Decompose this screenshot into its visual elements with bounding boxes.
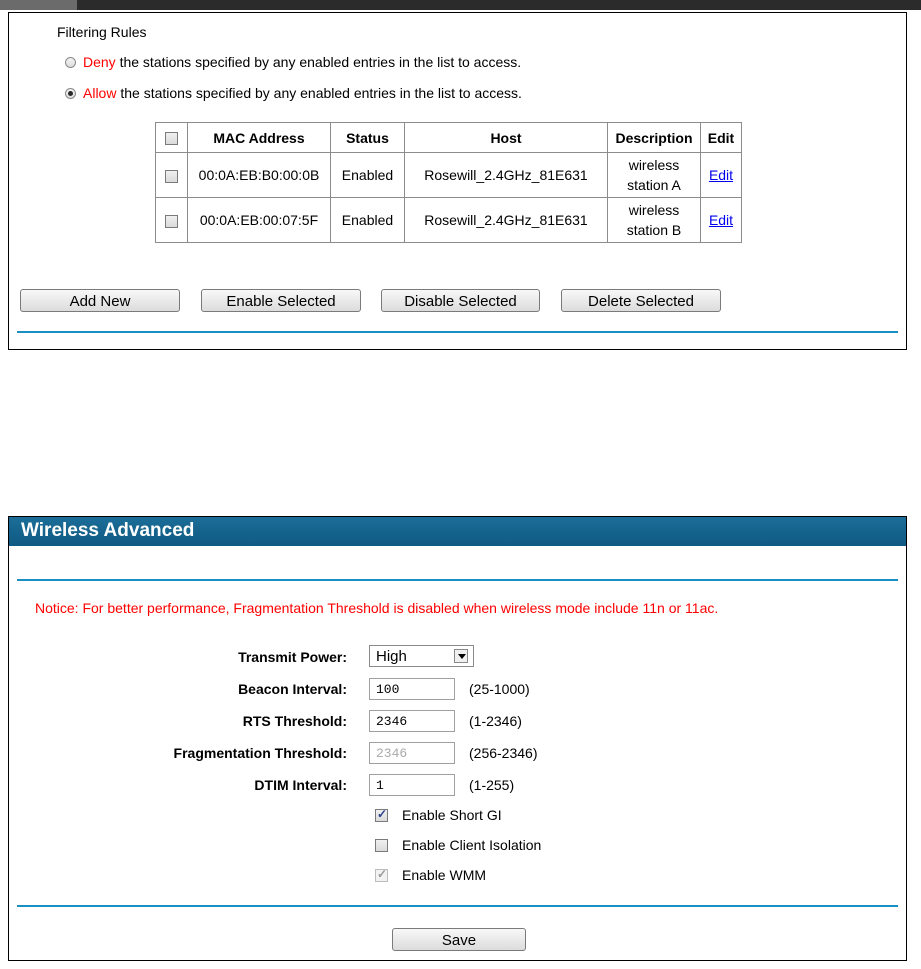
- edit-cell: [701, 198, 742, 243]
- disable-selected-button[interactable]: Disable Selected: [381, 289, 540, 312]
- transmit-power-label: Transmit Power:: [238, 649, 347, 665]
- host-cell: Rosewill_2.4GHz_81E631: [405, 153, 608, 198]
- select-all-checkbox[interactable]: [165, 132, 178, 145]
- beacon-interval-label: Beacon Interval:: [238, 681, 347, 697]
- edit-cell: [701, 153, 742, 198]
- status-cell: Enabled: [331, 153, 405, 198]
- select-all-cell: [156, 123, 188, 153]
- add-new-button[interactable]: Add New: [20, 289, 180, 312]
- rts-threshold-input[interactable]: 2346: [369, 710, 455, 732]
- notice-text: Notice: For better performance, Fragmentation Threshold is disabled when wireless mode include 11n or 11ac.: [35, 600, 719, 616]
- deny-radio-row[interactable]: [65, 54, 521, 70]
- top-bar: [0, 0, 921, 10]
- header-status: Status: [331, 123, 405, 153]
- wireless-advanced-panel: [8, 516, 907, 961]
- description-cell: [608, 153, 701, 198]
- deny-text: the stations specified by any enabled entries in the list to access.: [119, 54, 522, 70]
- mac-address-cell: 00:0A:EB:B0:00:0B: [188, 153, 331, 198]
- save-button[interactable]: Save: [392, 928, 526, 951]
- description-line1: wireless: [628, 202, 680, 218]
- chevron-down-icon: [454, 649, 468, 663]
- wmm-checkbox[interactable]: [375, 869, 388, 882]
- divider: [17, 331, 898, 333]
- allow-word: Allow: [83, 85, 117, 101]
- fragmentation-threshold-range: (256-2346): [469, 745, 538, 761]
- client-isolation-row[interactable]: [375, 837, 541, 853]
- deny-word: Deny: [83, 54, 116, 70]
- deny-radio[interactable]: [65, 57, 76, 68]
- row-select-cell: [156, 198, 188, 243]
- short-gi-row[interactable]: [375, 807, 502, 823]
- delete-selected-button[interactable]: Delete Selected: [561, 289, 721, 312]
- client-isolation-checkbox[interactable]: [375, 839, 388, 852]
- beacon-interval-range: (25-1000): [469, 681, 530, 697]
- mac-filtering-panel: [8, 12, 907, 350]
- table-row: [156, 153, 742, 198]
- divider: [17, 905, 898, 907]
- dtim-interval-input[interactable]: 1: [369, 774, 455, 796]
- divider: [17, 579, 898, 581]
- wmm-row: [375, 867, 486, 883]
- description-line1: wireless: [628, 157, 680, 173]
- row-checkbox[interactable]: [165, 170, 178, 183]
- panel-header: [9, 517, 906, 546]
- dtim-interval-range: (1-255): [469, 777, 515, 793]
- fragmentation-threshold-label: Fragmentation Threshold:: [173, 745, 347, 761]
- fragmentation-threshold-input[interactable]: 2346: [369, 742, 455, 764]
- status-cell: Enabled: [331, 198, 405, 243]
- allow-radio[interactable]: [65, 88, 76, 99]
- rts-threshold-range: (1-2346): [469, 713, 522, 729]
- header-description: Description: [608, 123, 701, 153]
- panel-title: Wireless Advanced: [21, 520, 195, 541]
- short-gi-checkbox[interactable]: [375, 809, 388, 822]
- short-gi-label: Enable Short GI: [402, 807, 502, 823]
- edit-link[interactable]: Edit: [708, 212, 734, 228]
- rts-threshold-label: RTS Threshold:: [242, 713, 347, 729]
- description-cell: [608, 198, 701, 243]
- row-select-cell: [156, 153, 188, 198]
- header-mac: MAC Address: [188, 123, 331, 153]
- beacon-interval-input[interactable]: 100: [369, 678, 455, 700]
- mac-table: [155, 122, 742, 243]
- description-line2: station A: [627, 177, 681, 193]
- host-cell: Rosewill_2.4GHz_81E631: [405, 198, 608, 243]
- transmit-power-value: High: [376, 648, 407, 665]
- client-isolation-label: Enable Client Isolation: [402, 837, 542, 853]
- table-header-row: [156, 123, 742, 153]
- edit-link[interactable]: Edit: [708, 167, 734, 183]
- allow-radio-row[interactable]: [65, 85, 522, 101]
- filtering-rules-title: Filtering Rules: [57, 24, 147, 40]
- header-edit: Edit: [701, 123, 742, 153]
- top-bar-tab: [0, 0, 77, 10]
- enable-selected-button[interactable]: Enable Selected: [201, 289, 361, 312]
- row-checkbox[interactable]: [165, 215, 178, 228]
- mac-address-cell: 00:0A:EB:00:07:5F: [188, 198, 331, 243]
- wmm-label: Enable WMM: [402, 867, 487, 883]
- table-row: [156, 198, 742, 243]
- allow-text: the stations specified by any enabled entries in the list to access.: [120, 85, 522, 101]
- description-line2: station B: [626, 222, 682, 238]
- dtim-interval-label: DTIM Interval:: [254, 777, 347, 793]
- header-host: Host: [405, 123, 608, 153]
- transmit-power-select[interactable]: [369, 645, 474, 667]
